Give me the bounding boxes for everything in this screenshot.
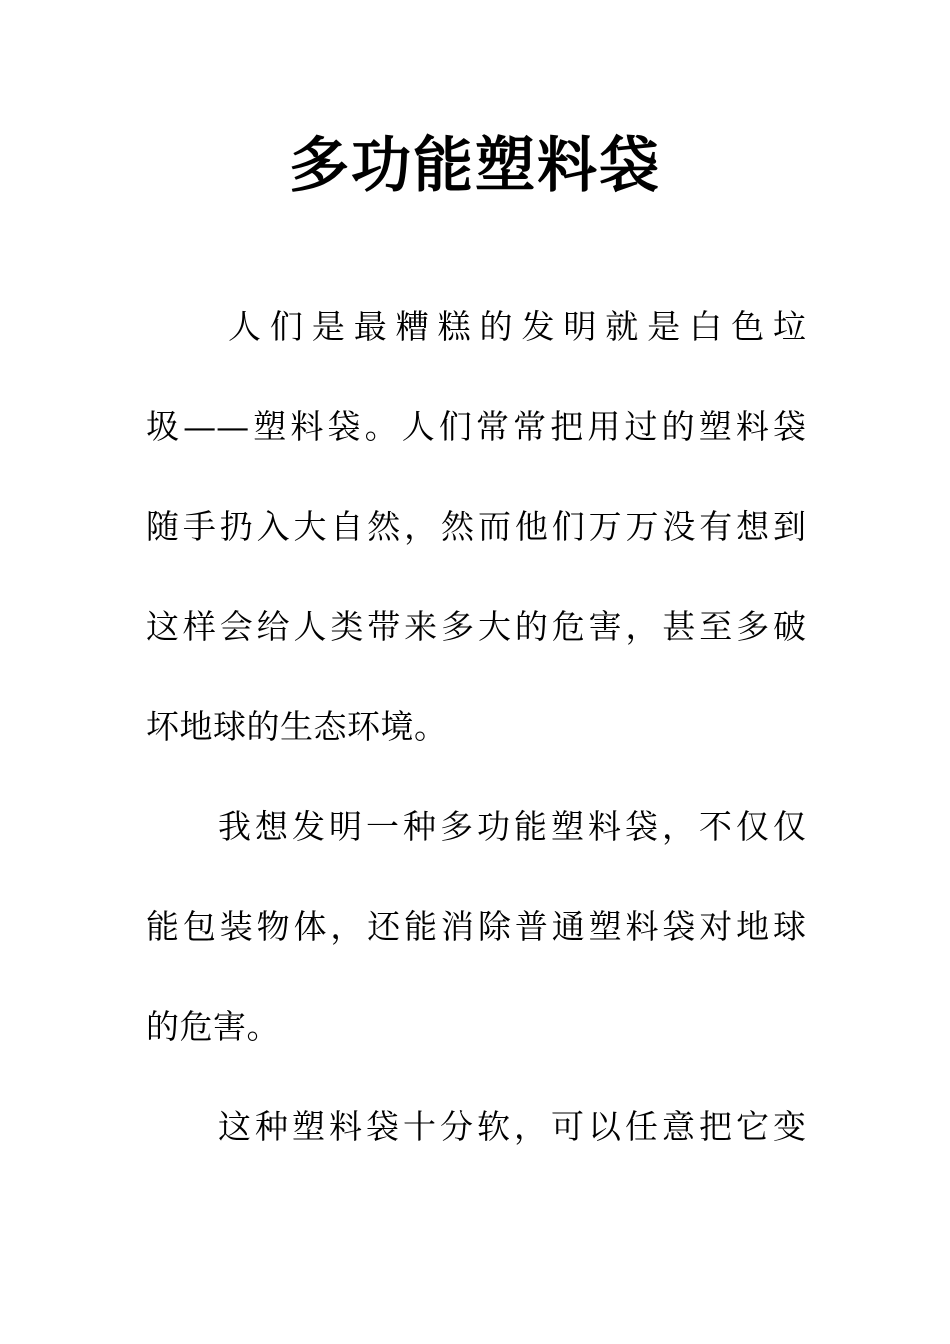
paragraph-1-line-4: 这样会给人类带来多大的危害，甚至多破 <box>146 607 806 646</box>
paragraph-1-line-2: 圾——塑料袋。人们常常把用过的塑料袋 <box>146 407 806 446</box>
document-title: 多功能塑料袋 <box>289 131 661 201</box>
paragraph-2-line-2: 能包装物体，还能消除普通塑料袋对地球 <box>146 907 806 946</box>
paragraph-1-line-3: 随手扔入大自然，然而他们万万没有想到 <box>146 507 806 546</box>
paragraph-3-line-1: 这种塑料袋十分软，可以任意把它变 <box>218 1107 806 1146</box>
paragraph-2-line-1: 我想发明一种多功能塑料袋，不仅仅 <box>218 807 806 846</box>
paragraph-2-line-3: 的危害。 <box>146 1007 280 1046</box>
paragraph-1-line-5: 坏地球的生态环境。 <box>146 707 448 746</box>
paragraph-1-line-1: 人们是最糟糕的发明就是白色垃 <box>228 307 806 346</box>
